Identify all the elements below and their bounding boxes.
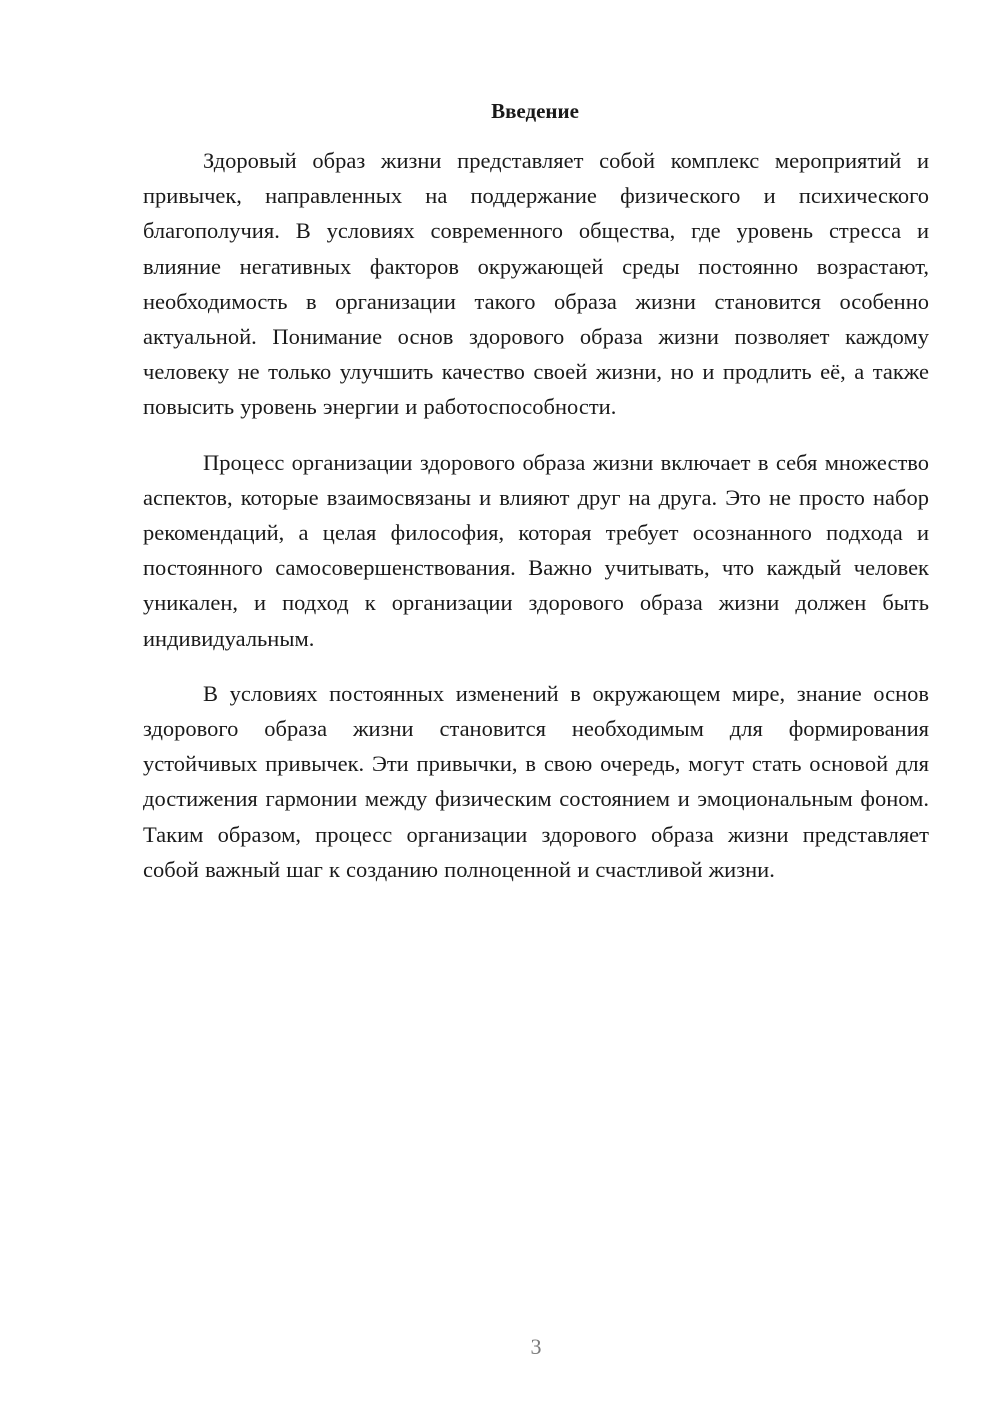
paragraph: Процесс организации здорового образа жизни включает в себя множество аспектов, которые взаимосвязаны и влияют друг на друга. Это не просто набор рекомендаций, а целая философия, которая требует осознанного подхода и постоянного самосовершенствования. Важно учитывать, что каждый человек уникален, и подход к организации здорового образа жизни должен быть индивидуальным. bbox=[143, 449, 929, 651]
paragraph: Здоровый образ жизни представляет собой комплекс мероприятий и привычек, направленных на поддержание физического и психического благополучия. В условиях современного общества, где уровень стресса и влияние негативных факторов окружающей среды постоянно возрастают, необходимость в организации такого образа жизни становится особенно актуальной. Понимание основ здорового образа жизни позволяет каждому человеку не только улучшить качество своей жизни, но и продлить её, а также повысить уровень энергии и работоспособности. bbox=[143, 148, 929, 420]
paragraph: В условиях постоянных изменений в окружающем мире, знание основ здорового образа жизни становится необходимым для формирования устойчивых привычек. Эти привычки, в свою очередь, могут стать основой для достижения гармонии между физическим состоянием и эмоциональным фоном. Таким образом, процесс организации здорового образа жизни представляет собой важный шаг к созданию полноценной и счастливой жизни. bbox=[143, 680, 929, 882]
page-number: 3 bbox=[530, 1334, 542, 1359]
body-text bbox=[143, 143, 929, 907]
section-title: Введение bbox=[491, 99, 579, 123]
